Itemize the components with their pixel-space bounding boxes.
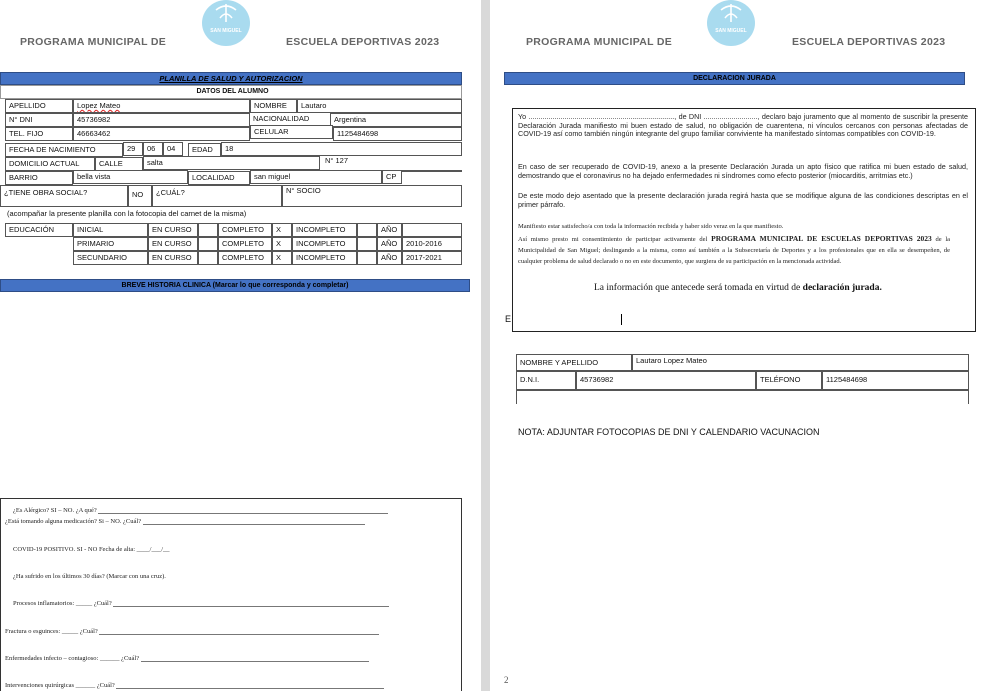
education-en-curso-cell: EN CURSO bbox=[148, 251, 198, 265]
cp-label: CP bbox=[382, 170, 402, 184]
header-title-left: PROGRAMA MUNICIPAL DE bbox=[20, 36, 167, 48]
page-1 bbox=[0, 0, 481, 691]
history-title: BREVE HISTORIA CLINICA (Marcar lo que corresponda y completar) bbox=[0, 279, 470, 292]
question-enfermedades[interactable] bbox=[5, 655, 369, 662]
education-completo-cell: COMPLETO bbox=[218, 251, 272, 265]
logo-text-2: SAN MIGUEL bbox=[715, 28, 747, 34]
question-medicacion[interactable] bbox=[5, 518, 365, 525]
firma-blank-row bbox=[516, 390, 969, 404]
fecha-anio-field[interactable]: 04 bbox=[163, 142, 183, 156]
question-covid-text: COVID-19 POSITIVO. SI - NO Fecha de alta: ____/___/__ bbox=[13, 546, 170, 553]
domicilio-label: DOMICILIO ACTUAL bbox=[5, 157, 95, 171]
firma-tel-field[interactable]: 1125484698 bbox=[822, 371, 969, 390]
apellido-label: APELLIDO bbox=[5, 99, 73, 113]
education-incompleto-cell: INCOMPLETO bbox=[292, 237, 357, 251]
edad-label: EDAD bbox=[188, 143, 221, 157]
education-anio-cell: AÑO bbox=[377, 237, 402, 251]
nacionalidad-field[interactable]: Argentina bbox=[330, 113, 462, 127]
education-box-a-cell[interactable] bbox=[198, 223, 218, 237]
education-en-curso-cell: EN CURSO bbox=[148, 237, 198, 251]
dni-label-text: N° DNI bbox=[9, 115, 33, 124]
tel-field[interactable]: 46663462 bbox=[73, 127, 250, 141]
municipal-logo bbox=[202, 0, 250, 46]
logo-figure-icon-2 bbox=[707, 0, 755, 30]
education-en-curso-cell: EN CURSO bbox=[148, 223, 198, 237]
fecha-dia-field[interactable]: 29 bbox=[123, 142, 143, 156]
note-text: NOTA: ADJUNTAR FOTOCOPIAS DE DNI Y CALENDARIO VACUNACION bbox=[518, 427, 820, 437]
question-procesos[interactable] bbox=[13, 600, 389, 607]
calle-field[interactable]: salta bbox=[143, 156, 320, 170]
education-level-cell: SECUNDARIO bbox=[73, 251, 148, 265]
question-medicacion-text: ¿Está tomando alguna medicación? Si – NO. ¿Cuál? bbox=[5, 518, 142, 525]
acompanar-note: (acompañar la presente planilla con la fotocopia del carnet de la misma) bbox=[4, 208, 464, 220]
celular-field[interactable]: 1125484698 bbox=[333, 127, 462, 141]
question-enfermedades-text: Enfermedades infecto – contagioso: ______ ¿Cuál? bbox=[5, 655, 140, 662]
declaration-paragraph-2-text: En caso de ser recuperado de COVID-19, anexo a la presente Declaración Jurada un apto físico que ratifica mi buen estado de salud, demostrando que el coronavirus no ha dejado enfermedades ni síndromes como efecto posterior (miocarditis, arritmias etc.) bbox=[518, 162, 968, 180]
section-title: DATOS DEL ALUMNO bbox=[0, 85, 462, 99]
logo-text: SAN MIGUEL bbox=[210, 28, 242, 34]
header-title-right: ESCUELA DEPORTIVAS 2023 bbox=[286, 36, 440, 48]
page-2 bbox=[490, 0, 985, 691]
education-year-cell[interactable]: 2010-2016 bbox=[402, 237, 462, 251]
declaration-paragraph-4: Manifiesto estar satisfecho/a con toda la información recibida y haber sido veraz en la que manifiesto. bbox=[518, 223, 784, 230]
firma-nombre-label: NOMBRE Y APELLIDO bbox=[516, 354, 632, 371]
fecha-mes-field[interactable]: 06 bbox=[143, 142, 163, 156]
stray-letter: E bbox=[505, 314, 512, 324]
education-box-b-cell[interactable] bbox=[357, 223, 377, 237]
clinical-questions-box bbox=[0, 498, 462, 691]
barrio-field[interactable]: bella vista bbox=[73, 170, 188, 184]
question-alergico[interactable] bbox=[13, 507, 388, 514]
firma-dni-label: D.N.I. bbox=[516, 371, 576, 390]
declaration-p5-c: de la Municipalidad de San Miguel; deslingando a la misma, como así también a la Subsecretaría de Deportes y a los profesionales que en ella se desempeñen, de cualquier problema de salud declarado o no en este documento, que surgiera de su participación en la mencionada actividad. bbox=[518, 236, 951, 266]
page-number: 2 bbox=[504, 675, 509, 685]
education-year-cell[interactable]: 2017-2021 bbox=[402, 251, 462, 265]
calle-label: CALLE bbox=[95, 157, 143, 171]
education-year-cell[interactable] bbox=[402, 223, 462, 237]
declaration-title: DECLARACION JURADA bbox=[504, 72, 965, 85]
firma-tel-label: TELÉFONO bbox=[756, 371, 822, 390]
education-mark-cell[interactable]: X bbox=[272, 223, 292, 237]
question-alergico-text: ¿Es Alérgico? SI – NO. ¿A qué? bbox=[13, 507, 97, 514]
education-label: EDUCACIÓN bbox=[5, 223, 73, 237]
tel-label: TEL. FIJO bbox=[5, 127, 73, 141]
apellido-value: Lopez Mateo bbox=[77, 101, 121, 110]
education-anio-cell: AÑO bbox=[377, 223, 402, 237]
barrio-label: BARRIO bbox=[5, 171, 73, 185]
question-intervenciones-text: Intervenciones quirúrgicas ______ ¿Cuál? bbox=[5, 682, 115, 689]
firma-nombre-field[interactable] bbox=[632, 354, 969, 371]
question-procesos-text: Procesos inflamatorios: _____ ¿Cuál? bbox=[13, 600, 112, 607]
declaration-paragraph-3: De este modo dejo asentado que la presente declaración jurada regirá hasta que se modifique alguna de las condiciones descriptas en el primer párrafo. bbox=[518, 191, 968, 209]
education-level-cell: INICIAL bbox=[73, 223, 148, 237]
question-sufrido: ¿Ha sufrido en los últimos 30 días? (Marcar con una cruz). bbox=[13, 573, 166, 580]
firma-nombre-value: Lautaro Lopez Mateo bbox=[636, 356, 707, 365]
education-box-a-cell[interactable] bbox=[198, 251, 218, 265]
apellido-field[interactable] bbox=[73, 99, 250, 113]
header-title-left-2: PROGRAMA MUNICIPAL DE bbox=[526, 36, 673, 48]
dni-field[interactable]: 45736982 bbox=[73, 113, 250, 127]
declaration-p5-b: PROGRAMA MUNICIPAL DE ESCUELAS DEPORTIVAS 2023 bbox=[711, 234, 932, 243]
education-mark-cell[interactable]: X bbox=[272, 251, 292, 265]
declaration-paragraph-6 bbox=[594, 283, 882, 293]
question-covid[interactable] bbox=[13, 546, 170, 553]
education-mark-cell[interactable]: X bbox=[272, 237, 292, 251]
edad-field[interactable]: 18 bbox=[221, 142, 462, 156]
nombre-label: NOMBRE bbox=[250, 99, 297, 113]
education-level-cell: PRIMARIO bbox=[73, 237, 148, 251]
numero-socio-label: N° SOCIO bbox=[282, 185, 462, 207]
declaration-p5-a: Así mismo presto mi consentimiento de participar activamente del bbox=[518, 236, 708, 243]
cp-field[interactable] bbox=[402, 170, 462, 172]
obra-social-no-label: NO bbox=[128, 185, 152, 207]
education-box-b-cell[interactable] bbox=[357, 237, 377, 251]
obra-social-label: ¿TIENE OBRA SOCIAL? bbox=[0, 185, 128, 207]
nacionalidad-label: NACIONALIDAD bbox=[250, 113, 330, 125]
education-box-a-cell[interactable] bbox=[198, 237, 218, 251]
education-incompleto-cell: INCOMPLETO bbox=[292, 251, 357, 265]
declaration-paragraph-5 bbox=[518, 233, 950, 268]
obra-social-cual-label: ¿CUÁL? bbox=[152, 185, 282, 207]
fecha-label: FECHA DE NACIMIENTO bbox=[5, 143, 123, 157]
question-intervenciones[interactable] bbox=[5, 682, 384, 689]
question-fractura[interactable] bbox=[5, 628, 379, 635]
declaration-p6-a: La información que antecede será tomada en virtud de bbox=[594, 283, 801, 293]
logo-figure-icon bbox=[202, 0, 250, 30]
question-fractura-text: Fractura o esguinces: _____ ¿Cuál? bbox=[5, 628, 98, 635]
firma-dni-field[interactable]: 45736982 bbox=[576, 371, 756, 390]
declaration-p6-b: declaración jurada. bbox=[802, 283, 882, 293]
page-gap bbox=[481, 0, 490, 691]
text-cursor bbox=[621, 314, 622, 325]
education-anio-cell: AÑO bbox=[377, 251, 402, 265]
numero-label: N° 127 bbox=[325, 156, 349, 165]
education-completo-cell: COMPLETO bbox=[218, 223, 272, 237]
declaration-paragraph-1: Yo ........................................................................., de DNI ..........................., declaro bajo juramento que al momento de suscribir la presente Declaración Jurada manifiesto mi buen estado de salud, no obligación de cuarentena, ni vínculos cercanos con personas afectadas de COVID-19 así como también ningún integrante del grupo familiar conviviente ha manifestado síntomas compatibles con COVID-19. bbox=[518, 112, 968, 139]
declaration-box bbox=[512, 108, 976, 332]
education-box-b-cell[interactable] bbox=[357, 251, 377, 265]
declaration-paragraph-2 bbox=[518, 163, 968, 180]
nombre-field[interactable]: Lautaro bbox=[297, 99, 462, 113]
localidad-label: LOCALIDAD bbox=[188, 171, 250, 185]
form-title: PLANILLA DE SALUD Y AUTORIZACION bbox=[0, 72, 462, 85]
localidad-field[interactable]: san miguel bbox=[250, 170, 382, 184]
celular-label: CELULAR bbox=[250, 125, 333, 139]
education-completo-cell: COMPLETO bbox=[218, 237, 272, 251]
dni-label bbox=[5, 113, 73, 127]
municipal-logo-2 bbox=[707, 0, 755, 46]
header-title-right-2: ESCUELA DEPORTIVAS 2023 bbox=[792, 36, 946, 48]
education-incompleto-cell: INCOMPLETO bbox=[292, 223, 357, 237]
